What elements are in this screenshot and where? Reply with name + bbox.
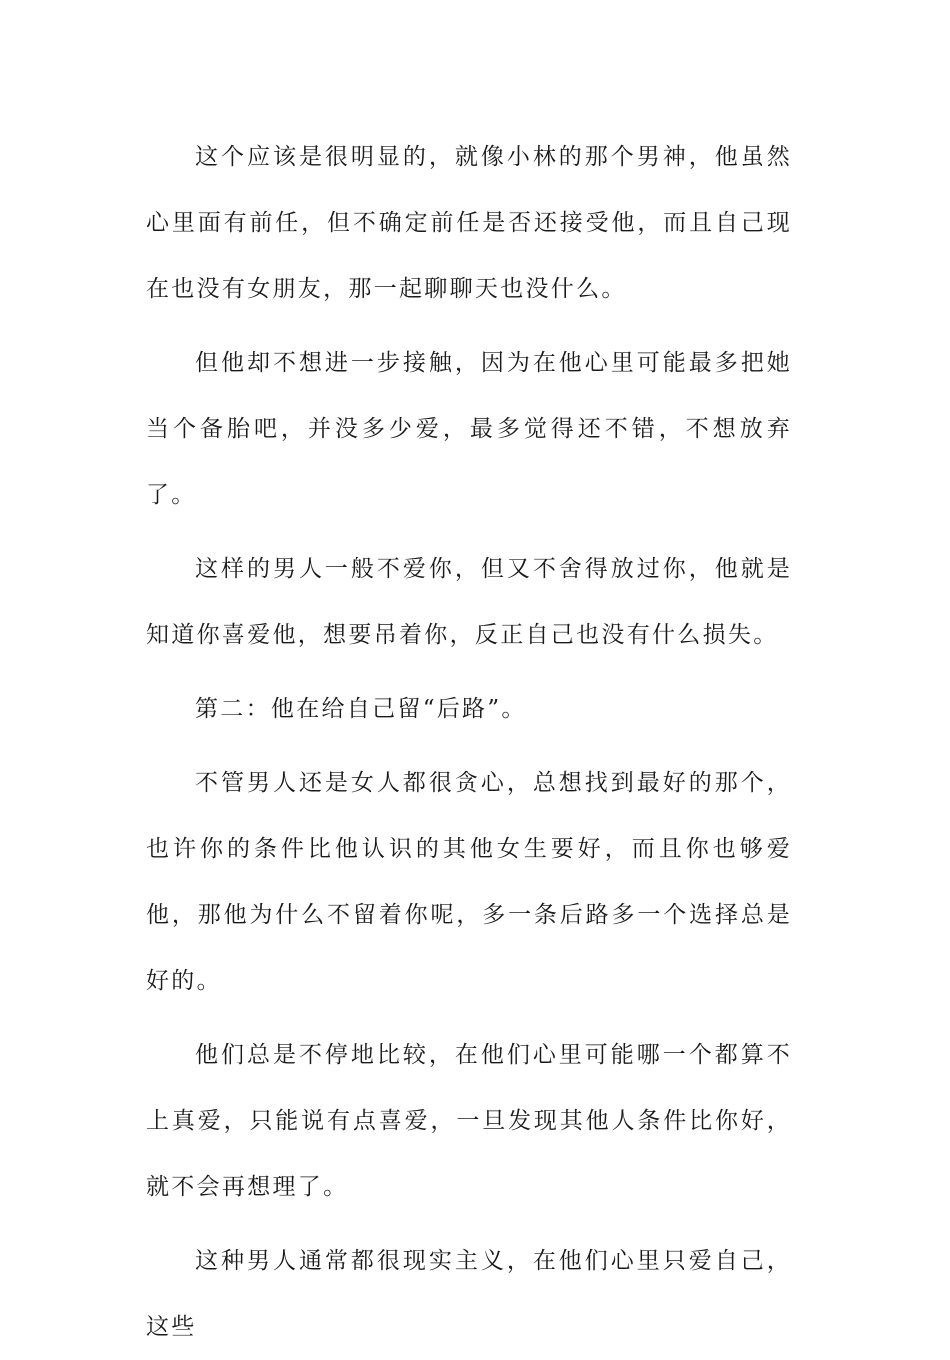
paragraph-6: 他们总是不停地比较，在他们心里可能哪一个都算不上真爱，只能说有点喜爱，一旦发现其他人条件比你好，就不会再想理了。 [146, 1042, 792, 1200]
document-body [146, 124, 792, 1360]
paragraph-5: 不管男人还是女人都很贪心，总想找到最好的那个，也许你的条件比他认识的其他女生要好，而且你也够爱他，那他为什么不留着你呢，多一条后路多一个选择总是好的。 [146, 770, 792, 994]
paragraph-1: 这个应该是很明显的，就像小林的那个男神，他虽然心里面有前任，但不确定前任是否还接受他，而且自己现在也没有女朋友，那一起聊聊天也没什么。 [146, 144, 792, 302]
paragraph-3: 这样的男人一般不爱你，但又不舍得放过你，他就是知道你喜爱他，想要吊着你，反正自己也没有什么损失。 [146, 556, 792, 648]
paragraph-2: 但他却不想进一步接触，因为在他心里可能最多把她当个备胎吧，并没多少爱，最多觉得还不错，不想放弃了。 [146, 350, 792, 508]
section-heading-second: 第二：他在给自己留“后路”。 [195, 696, 527, 722]
paragraph-7: 这种男人通常都很现实主义，在他们心里只爱自己，这些 [146, 1248, 792, 1340]
